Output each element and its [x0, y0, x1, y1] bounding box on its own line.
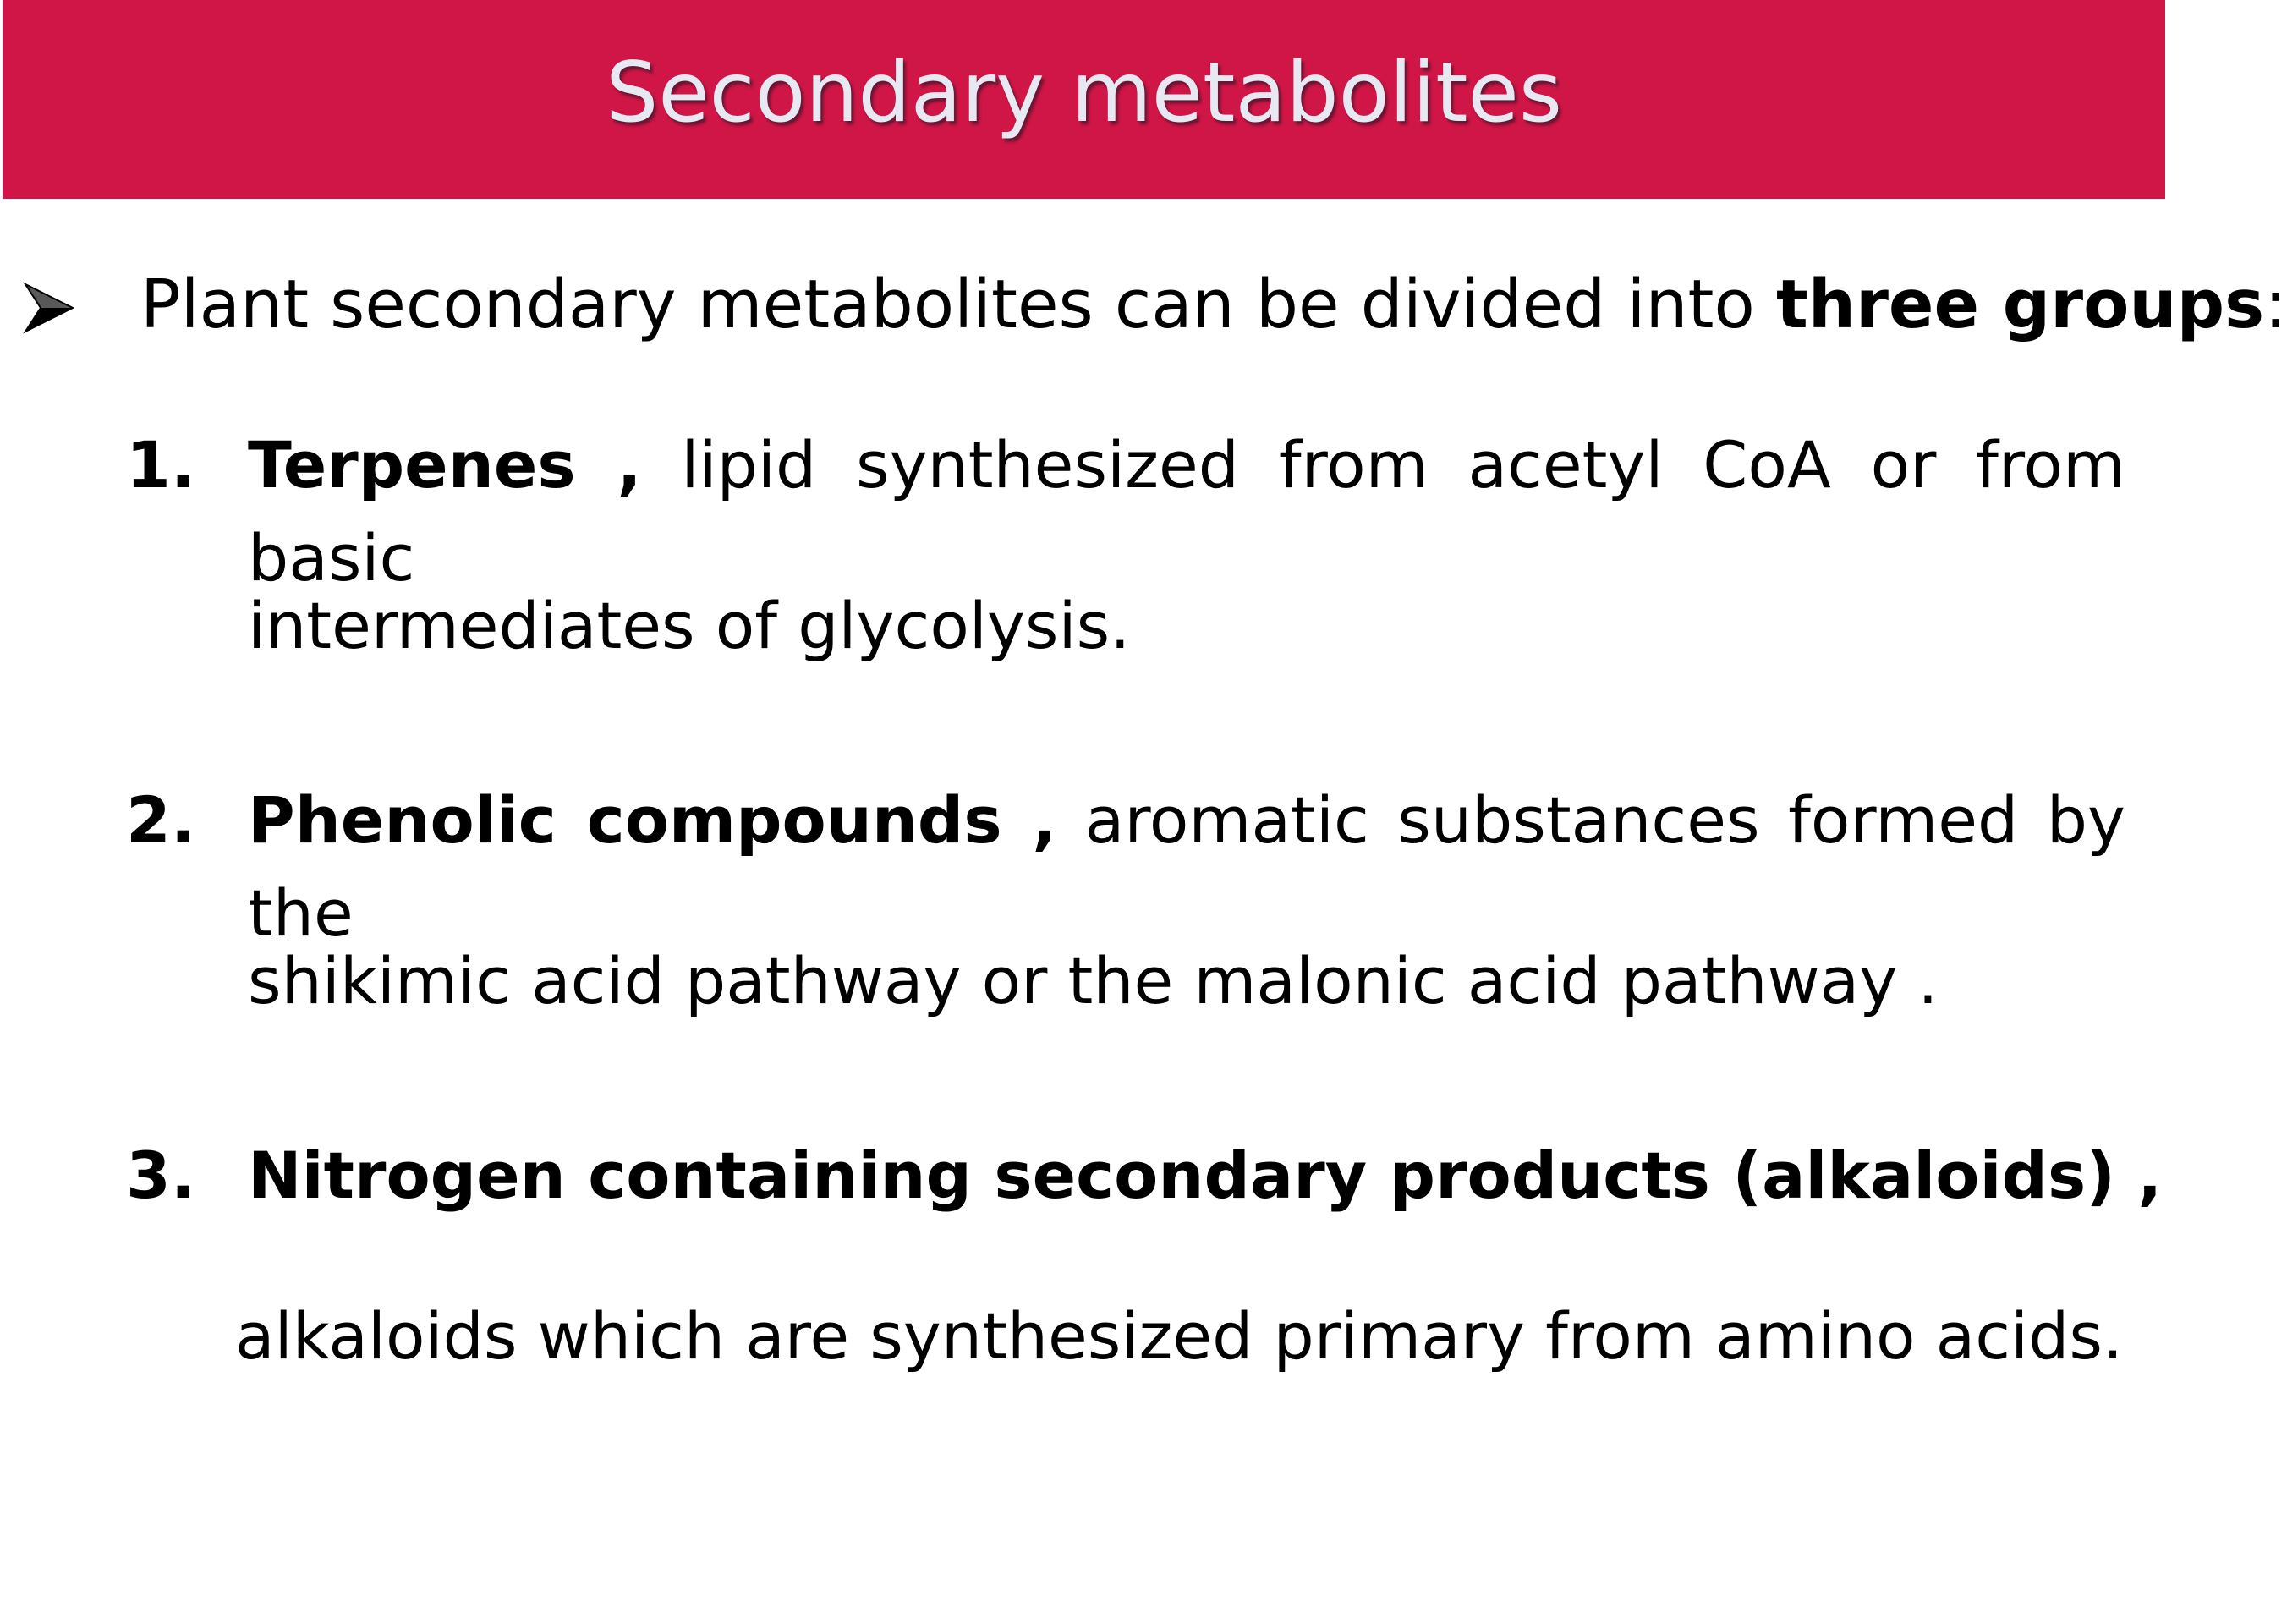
intro-text-before: Plant secondary metabolites can be divided into	[140, 266, 1776, 343]
item-2-number: 2.	[126, 782, 195, 858]
item-3-number: 3.	[126, 1138, 195, 1213]
item-1-line-2: intermediates of glycolysis.	[248, 588, 1131, 663]
item-2-line-2: shikimic acid pathway or the malonic acid pathway .	[248, 943, 1939, 1018]
title-bar	[3, 0, 2165, 199]
intro-text-bold: three groups	[1775, 266, 2265, 343]
intro-text	[140, 258, 2287, 351]
intro-text-after: :	[2264, 266, 2287, 343]
item-1-description: lipid synthesized from acetyl CoA or from basic	[248, 427, 2126, 595]
arrowhead-bullet-icon	[22, 281, 76, 335]
item-2-description: aromatic substances formed by the	[248, 782, 2126, 951]
item-1-term: Terpenes ,	[248, 427, 642, 502]
item-3-term: Nitrogen containing secondary products (alkaloids) ,	[248, 1138, 2163, 1213]
item-2-line-1	[248, 774, 2126, 951]
slide-title: Secondary metabolites	[606, 45, 1562, 141]
item-2-term: Phenolic compounds ,	[248, 782, 1057, 858]
item-3-line-1	[248, 1129, 2162, 1222]
intro-bullet	[0, 258, 2287, 351]
item-1-line-1	[248, 419, 2126, 595]
item-3-line-2: alkaloids which are synthesized primary from amino acids.	[235, 1298, 2124, 1374]
item-1-number: 1.	[126, 427, 195, 502]
